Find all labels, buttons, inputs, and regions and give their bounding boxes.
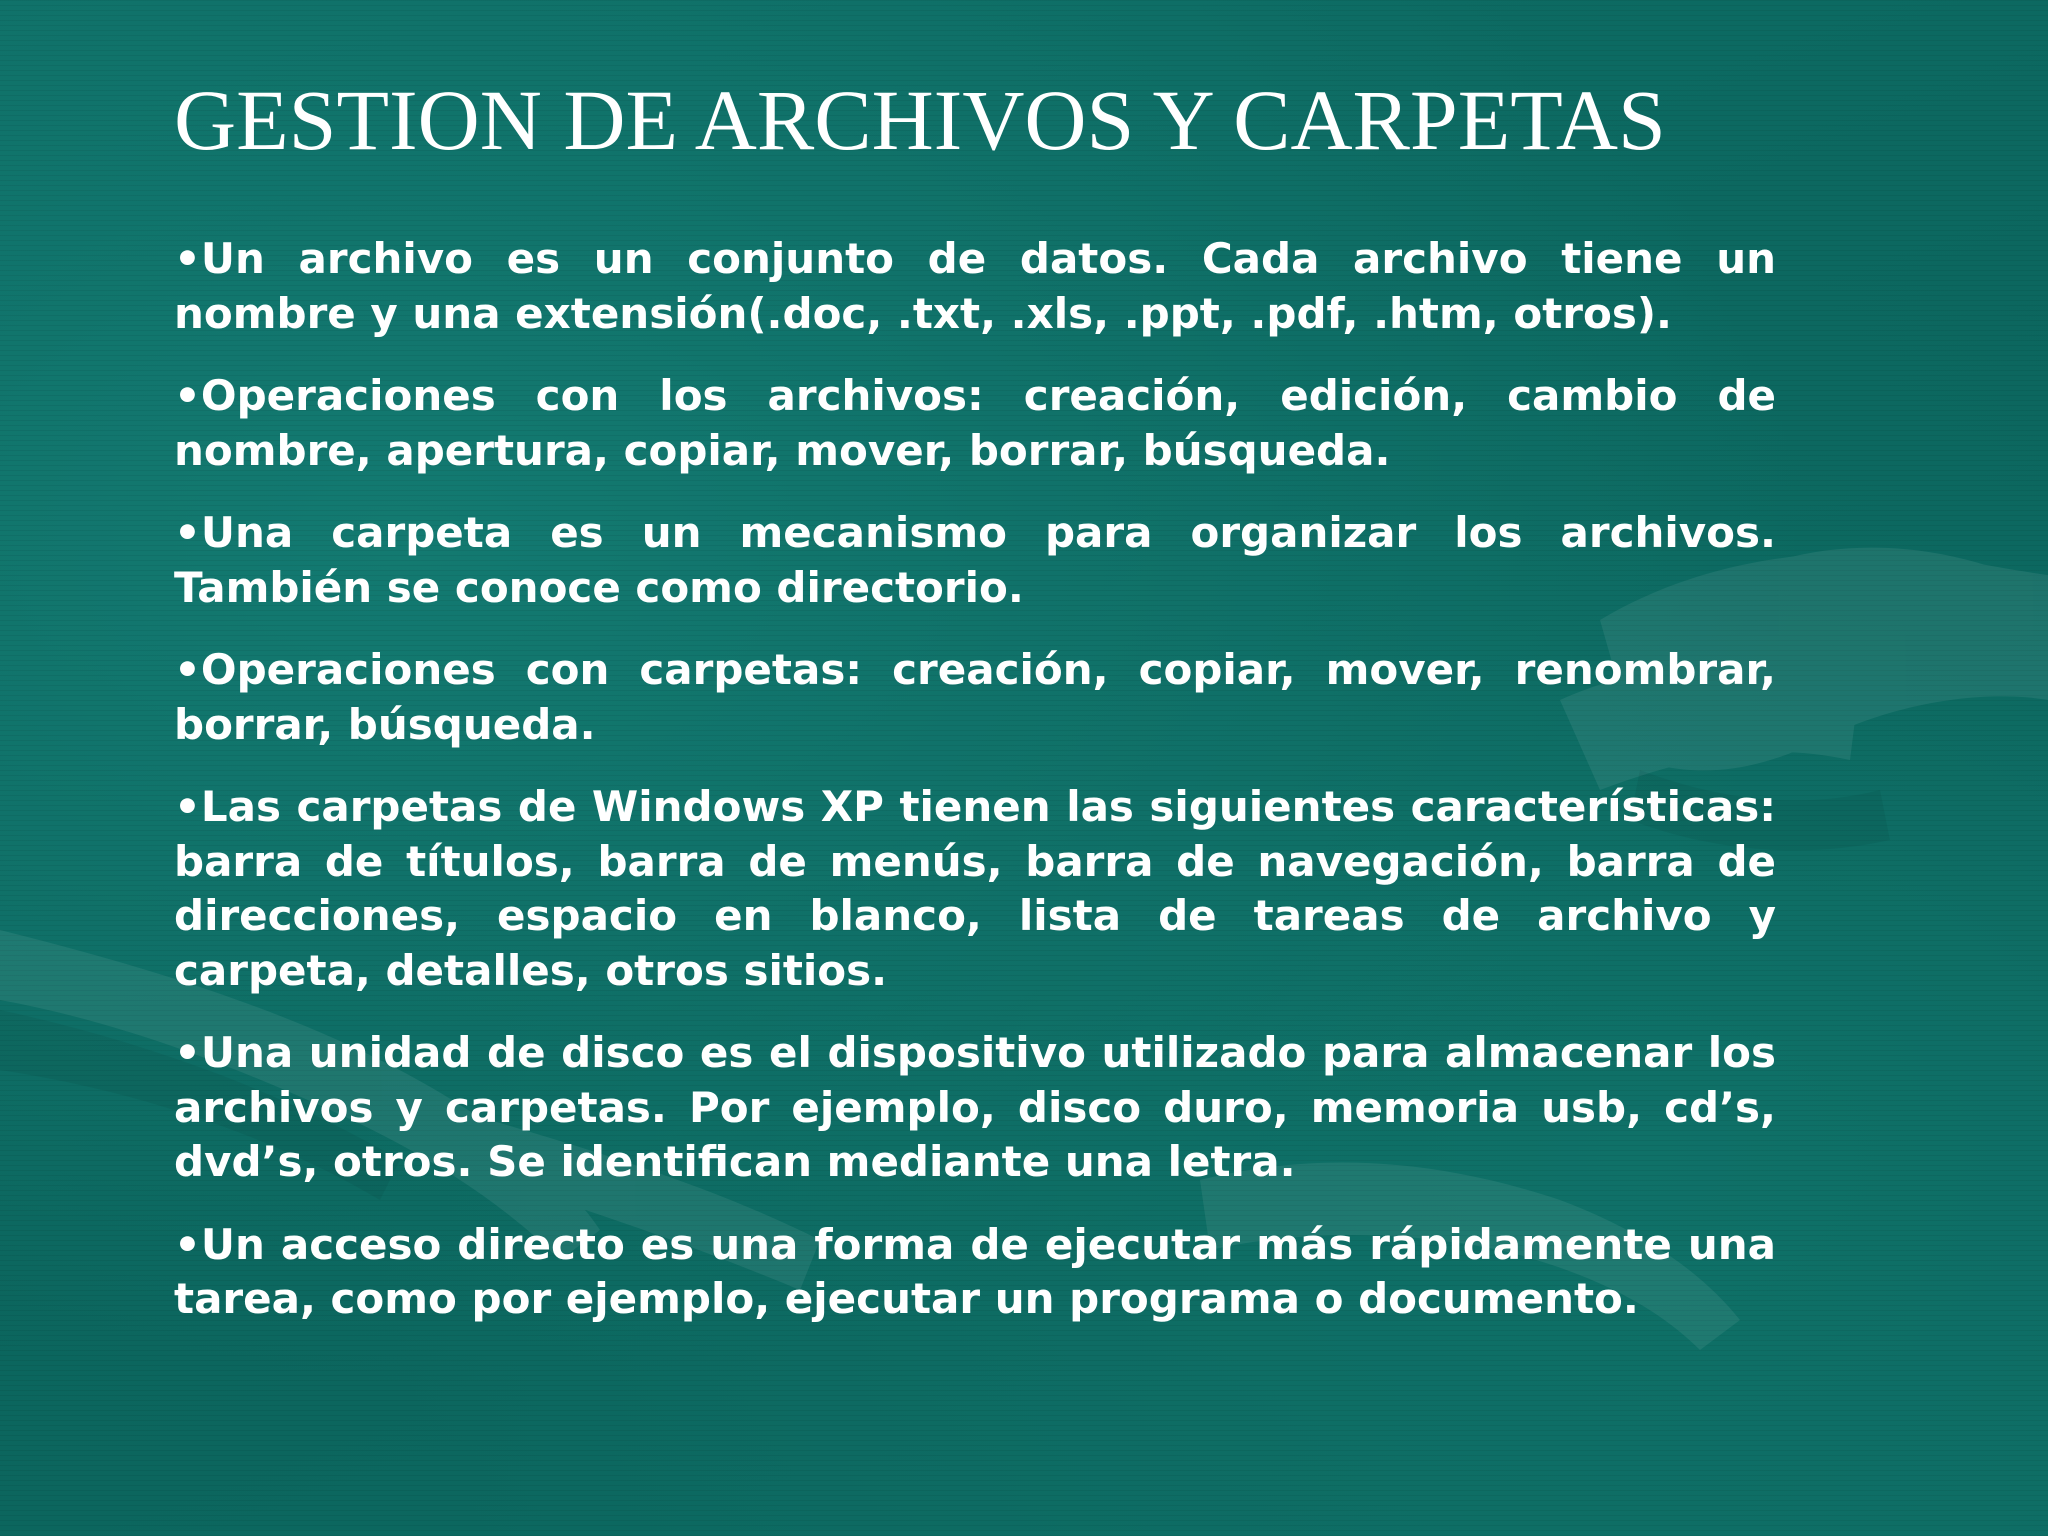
slide-title: GESTION DE ARCHIVOS Y CARPETAS: [174, 72, 1666, 168]
bullet-text: Operaciones con carpetas: creación, copiar, mover, renombrar, borrar, búsqueda.: [174, 645, 1776, 749]
bullet-marker: •: [174, 782, 201, 831]
bullet-text: Un archivo es un conjunto de datos. Cada archivo tiene un nombre y una extensión(.doc, .txt, .xls, .ppt, .pdf, .htm, otros).: [174, 234, 1776, 338]
bullet-marker: •: [174, 508, 201, 557]
bullet-item: [174, 232, 1776, 341]
bullet-text: Operaciones con los archivos: creación, edición, cambio de nombre, apertura, copiar, mover, borrar, búsqueda.: [174, 371, 1776, 475]
bullet-text: Una unidad de disco es el dispositivo utilizado para almacenar los archivos y carpetas. Por ejemplo, disco duro, memoria usb, cd’s, dvd’s, otros. Se identifican mediante una letra.: [174, 1028, 1776, 1186]
bullet-item: [174, 369, 1776, 478]
bullet-text: Un acceso directo es una forma de ejecutar más rápidamente una tarea, como por ejemplo, ejecutar un programa o documento.: [174, 1219, 1776, 1323]
bullet-item: [174, 506, 1776, 615]
bullet-text: Una carpeta es un mecanismo para organizar los archivos. También se conoce como directorio.: [174, 508, 1776, 612]
bullet-item: [174, 1026, 1776, 1190]
bullet-marker: •: [174, 1028, 201, 1077]
bullet-marker: •: [174, 1219, 201, 1269]
bullet-item: [174, 1218, 1776, 1327]
bullet-item: [174, 780, 1776, 998]
bullet-text: Las carpetas de Windows XP tienen las siguientes características: barra de títulos, barra de menús, barra de navegación, barra de direcciones, espacio en blanco, lista de tareas de archivo y carpeta, detalles, otros sitios.: [174, 782, 1776, 995]
bullet-marker: •: [174, 234, 201, 283]
bullet-list: [174, 232, 1776, 1355]
bullet-marker: •: [174, 371, 201, 420]
bullet-item: [174, 643, 1776, 752]
bullet-marker: •: [174, 645, 201, 694]
